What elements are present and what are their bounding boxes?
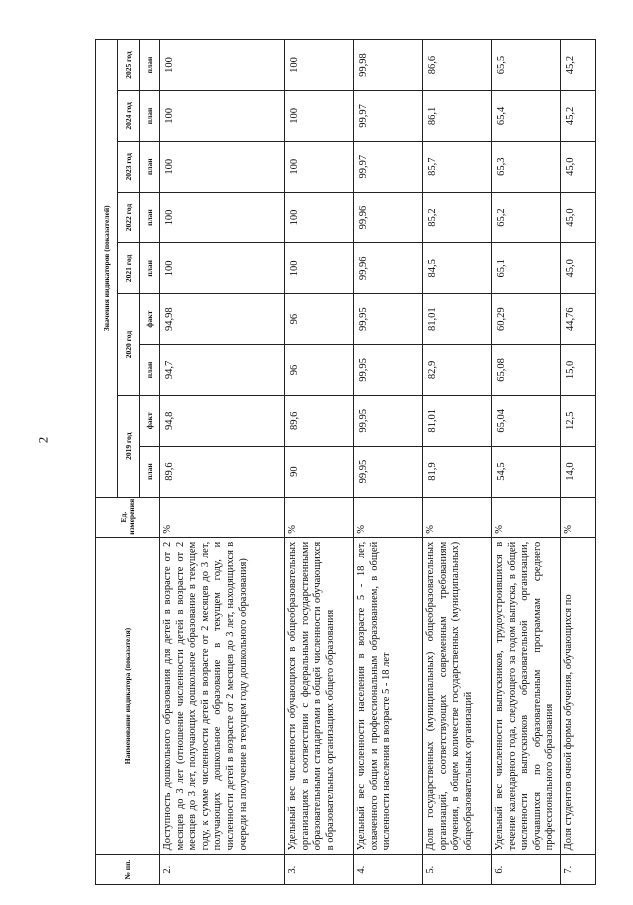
value-cell: 60,29 <box>492 294 561 345</box>
value-cell: 45,0 <box>561 141 596 192</box>
value-cell: 45,0 <box>561 192 596 243</box>
value-cell: 54,5 <box>492 446 561 497</box>
value-cell: 85,7 <box>423 141 492 192</box>
value-cell: 100 <box>160 40 285 91</box>
indicator-name: Доля государственных (муниципальных) общеобразовательных организаций, соответствующих современным требованиям обучения, в общем количестве государственных (муниципальных) общеобразовательных организаций <box>423 537 492 855</box>
value-cell: 94,98 <box>160 294 285 345</box>
row-number: 7. <box>561 855 596 885</box>
row-number: 3. <box>285 855 354 885</box>
value-cell: 94,8 <box>160 395 285 446</box>
value-cell: 94,7 <box>160 345 285 396</box>
value-cell: 99,96 <box>354 192 423 243</box>
indicator-name: Удельный вес численности населения в возрасте 5 - 18 лет, охваченного общим и профессиональным образованием, в общей численности населения в возрасте 5 - 18 лет <box>354 537 423 855</box>
row-number: 4. <box>354 855 423 885</box>
value-cell: 45,2 <box>561 91 596 142</box>
unit-cell: % <box>354 497 423 537</box>
header-year-2021: 2021 год <box>118 243 140 294</box>
indicator-name: Доступность дошкольного образования для детей в возрасте от 2 месяцев до 3 лет (отношение численности детей в возрасте от 2 месяцев до 3 лет, получающих дошкольное образование в текущем году, к сумме численности детей в возрасте от 2 месяцев до 3 лет, получающих дошкольное образование в текущем году, и численности детей в возрасте от 2 месяцев до 3 лет, находящихся в очереди на получение в текущем году дошкольного образования) <box>160 537 285 855</box>
value-cell: 99,95 <box>354 446 423 497</box>
value-cell: 100 <box>285 243 354 294</box>
value-cell: 65,04 <box>492 395 561 446</box>
value-cell: 85,2 <box>423 192 492 243</box>
header-unit: Ед. измерения <box>96 497 160 537</box>
header-plan: план <box>140 446 160 497</box>
value-cell: 65,5 <box>492 40 561 91</box>
value-cell: 65,2 <box>492 192 561 243</box>
table-body <box>160 40 596 885</box>
header-year-2024: 2024 год <box>118 91 140 142</box>
value-cell: 99,98 <box>354 40 423 91</box>
value-cell: 100 <box>285 141 354 192</box>
table-row <box>561 40 596 885</box>
header-plan: план <box>140 40 160 91</box>
header-num: № пп. <box>96 855 160 885</box>
unit-cell: % <box>492 497 561 537</box>
header-plan: план <box>140 91 160 142</box>
value-cell: 100 <box>285 192 354 243</box>
header-year-2019: 2019 год <box>118 395 140 497</box>
table-row <box>285 40 354 885</box>
value-cell: 100 <box>160 141 285 192</box>
value-cell: 45,2 <box>561 40 596 91</box>
value-cell: 65,08 <box>492 345 561 396</box>
value-cell: 15,0 <box>561 345 596 396</box>
table-header <box>96 40 160 885</box>
value-cell: 100 <box>160 192 285 243</box>
table-rotation-frame <box>95 39 617 885</box>
table-row <box>160 40 285 885</box>
value-cell: 65,4 <box>492 91 561 142</box>
value-cell: 100 <box>160 243 285 294</box>
value-cell: 86,1 <box>423 91 492 142</box>
value-cell: 99,95 <box>354 395 423 446</box>
header-year-2022: 2022 год <box>118 192 140 243</box>
header-year-2025: 2025 год <box>118 40 140 91</box>
indicator-name: Удельный вес численности выпускников, трудоустроившихся в течение календарного года, следующего за годом выпуска, в общей численности выпускников образовательной организации, обучавшихся по образовательным программам среднего профессионального образования <box>492 537 561 855</box>
value-cell: 45,0 <box>561 243 596 294</box>
page-number: 2 <box>35 436 51 444</box>
value-cell: 96 <box>285 294 354 345</box>
header-plan: план <box>140 192 160 243</box>
value-cell: 44,76 <box>561 294 596 345</box>
value-cell: 100 <box>285 91 354 142</box>
header-year-2020: 2020 год <box>118 294 140 396</box>
value-cell: 100 <box>285 40 354 91</box>
value-cell: 99,97 <box>354 91 423 142</box>
value-cell: 14,0 <box>561 446 596 497</box>
unit-cell: % <box>160 497 285 537</box>
indicator-name: Доля студентов очной формы обучения, обучающихся по <box>561 537 596 855</box>
rotated-table-area <box>95 39 617 885</box>
value-cell: 90 <box>285 446 354 497</box>
header-fact: факт <box>140 294 160 345</box>
value-cell: 82,9 <box>423 345 492 396</box>
value-cell: 99,95 <box>354 345 423 396</box>
value-cell: 81,9 <box>423 446 492 497</box>
value-cell: 99,96 <box>354 243 423 294</box>
header-values-group: Значения индикаторов (показателей) <box>96 40 118 498</box>
value-cell: 12,5 <box>561 395 596 446</box>
table-row <box>423 40 492 885</box>
indicator-name: Удельный вес численности обучающихся в общеобразовательных организациях в соответствии с федеральными государственными образовательными стандартами в общей численности обучающихся в образовательных организациях общего образования <box>285 537 354 855</box>
header-year-2023: 2023 год <box>118 141 140 192</box>
table-row <box>492 40 561 885</box>
unit-cell: % <box>561 497 596 537</box>
value-cell: 81,01 <box>423 294 492 345</box>
value-cell: 89,6 <box>285 395 354 446</box>
value-cell: 65,1 <box>492 243 561 294</box>
value-cell: 99,97 <box>354 141 423 192</box>
header-plan: план <box>140 141 160 192</box>
value-cell: 86,6 <box>423 40 492 91</box>
value-cell: 99,95 <box>354 294 423 345</box>
row-number: 2. <box>160 855 285 885</box>
unit-cell: % <box>285 497 354 537</box>
row-number: 6. <box>492 855 561 885</box>
value-cell: 96 <box>285 345 354 396</box>
value-cell: 81,01 <box>423 395 492 446</box>
header-plan: план <box>140 345 160 396</box>
unit-cell: % <box>423 497 492 537</box>
header-fact: факт <box>140 395 160 446</box>
header-indicator-name: Наименование индикатора (показателя) <box>96 537 160 855</box>
value-cell: 100 <box>160 91 285 142</box>
table-row <box>354 40 423 885</box>
header-plan: план <box>140 243 160 294</box>
row-number: 5. <box>423 855 492 885</box>
indicators-table <box>95 39 596 885</box>
value-cell: 89,6 <box>160 446 285 497</box>
value-cell: 84,5 <box>423 243 492 294</box>
value-cell: 65,3 <box>492 141 561 192</box>
